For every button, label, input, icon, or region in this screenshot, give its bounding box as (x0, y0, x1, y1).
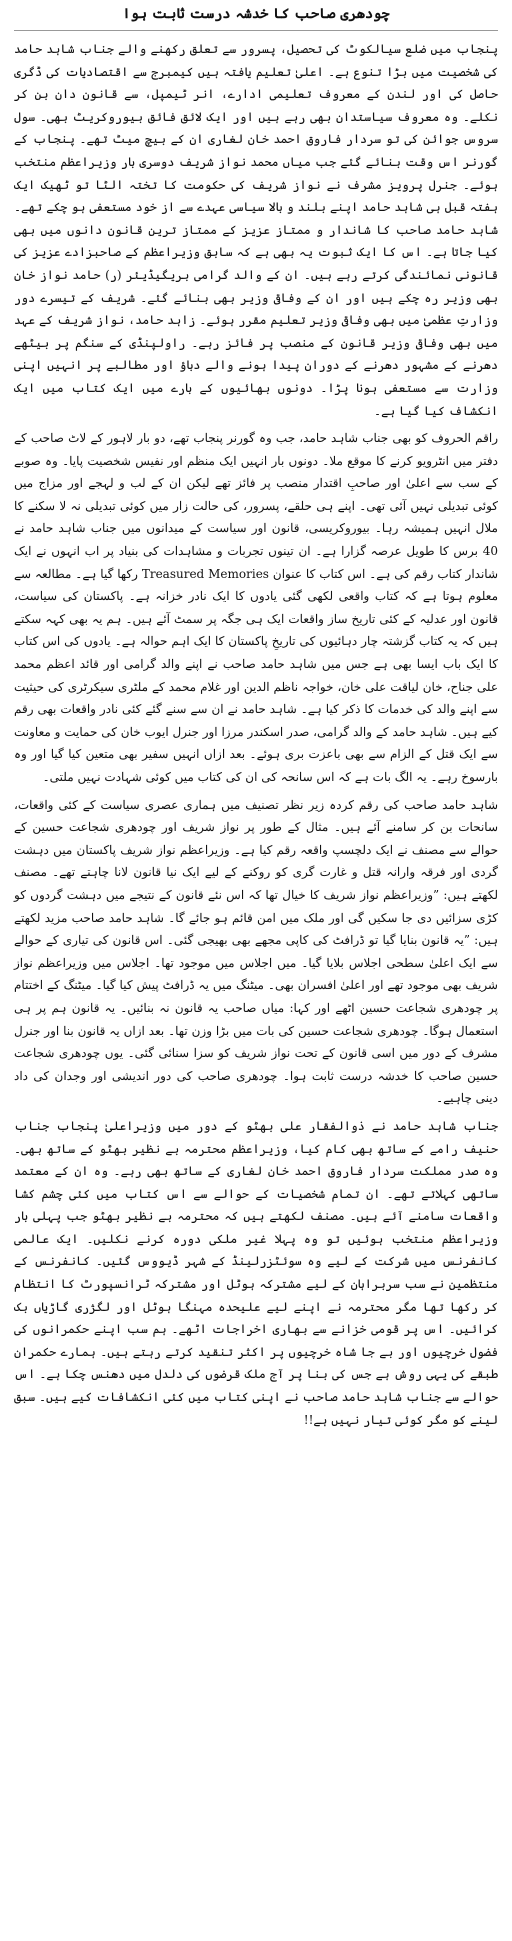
paragraph-2: راقم الحروف کو بھی جناب شاہد حامد، جب وہ گورنر پنجاب تھے، دو بار لاہور کے لاٹ صاحب کے دفتر میں انٹرویو کرنے کا موقع ملا۔ دونوں بار انہیں ایک منظم اور نفیس شخصیت پایا۔ وہ صوبے کے سب سے اعلیٰ اور صاحبِ اقتدار منصب پر فائز تھے لیکن ان کے لب و لہجے اور مزاج میں کوئی تبدیلی نہیں آئی تھی۔ اپنے ہی حلقے، پسرور، کی حالت زار میں کوئی تبدیلی نہ لا سکنے کا ملال انہیں ہمیشہ رہا۔ بیوروکریسی، قانون اور سیاست کے میدانوں میں جناب شاہد حامد نے 40 برس کا طویل عرصہ گزارا ہے۔ ان تینوں تجربات و مشاہدات کی بنیاد پر اب انہوں نے ایک شاندار کتاب رقم کی ہے۔ اس کتاب کا عنوان Treasured Memories رکھا گیا ہے۔ مطالعہ سے معلوم ہوتا ہے کہ کتاب واقعی لکھی گئی یادوں کا ایک نادر خزانہ ہے۔ پاکستان کی سیاست، قانون اور عدلیہ کے کئی تاریخ ساز واقعات ایک ہی جگہ پر سمٹ آئے ہیں۔ ہم یہ بھی کہہ سکتے ہیں کہ یہ کتاب گزشتہ چار دہائیوں کی تاریخِ پاکستان کا ایک اہم حوالہ ہے۔ یادوں کی اس کتاب کا ایک باب ایسا بھی ہے جس میں شاہد حامد صاحب نے اپنے والد گرامی اور قائد اعظم محمد علی جناح، خان لیاقت علی خان، خواجہ ناظم الدین اور غلام محمد کے ملٹری سیکرٹری کی حیثیت سے اپنے والد کی خدمات کا ذکر کیا ہے۔ شاہد حامد نے ان سے سنے گئے کئی نادر واقعات بھی رقم کیے ہیں۔ شاہد حامد کے والد گرامی، صدر اسکندر مرزا اور جنرل ایوب خان کی حمایت و معاونت سے ایک قتل کے الزام سے بھی باعزت بری ہوئے۔ بعد ازاں انہیں سفیر بھی متعین کیا گیا اور وہ بارسوخ رہے۔ یہ الگ بات ہے کہ اس سانحہ کی ان کی کتاب میں کوئی شہادت نہیں ملتی۔ (14, 431, 499, 784)
article-title: چودھری صاحب کا خدشہ درست ثابت ہوا (122, 6, 390, 22)
title-divider (14, 30, 498, 31)
paragraph-4: جناب شاہد حامد نے ذوالفقار علی بھٹو کے دور میں وزیراعلیٰ پنجاب جناب حنیف رامے کے ساتھ بھی کام کیا، وزیراعظم محترمہ بے نظیر بھٹو کے ساتھ بھی۔ وہ صدر مملکت سردار فاروق احمد خان لغاری کے ساتھ بھی رہے۔ وہ ان کے معتمد ساتھی کہلاتے تھے۔ ان تمام شخصیات کے حوالے سے اس کتاب میں کئی چشم کشا واقعات سامنے آئے ہیں۔ مصنف لکھتے ہیں کہ محترمہ بے نظیر بھٹو جب پہلی بار وزیراعظم منتخب ہوئیں تو وہ پہلا غیر ملکی دورہ کرنے نکلیں۔ ایک عالمی کانفرنس میں شرکت کے لیے وہ سوئٹزرلینڈ کے شہر ڈیووس گئیں۔ کانفرنس کے منتظمین نے سب سربراہان کے لیے مشترکہ ہوٹل اور مشترکہ ٹرانسپورٹ کا انتظام کر رکھا تھا مگر محترمہ نے اپنے لیے علیحدہ مہنگا ہوٹل اور لگژری گاڑیاں بک کرائیں۔ اس پر قومی خزانے سے بھاری اخراجات اٹھے۔ ہم سب اپنے حکمرانوں کی فضول خرچیوں اور بے جا شاہ خرچیوں پر اکثر تنقید کرتے رہتے ہیں۔ ہمارے حکمران طبقے کی یہی روش ہے جس کی بنا پر آج ملک قرضوں کی دلدل میں دھنس چکا ہے۔ اس حوالے سے جناب شاہد حامد صاحب نے اپنی کتاب میں کئی انکشافات کیے ہیں۔ سبق لینے کو مگر کوئی تیار نہیں ہے!! (14, 1118, 498, 1427)
paragraph-1: پنجاب میں ضلع سیالکوٹ کی تحصیل، پسرور سے تعلق رکھنے والے جناب شاہد حامد کی شخصیت میں بڑا تنوع ہے۔ اعلیٰ تعلیم یافتہ ہیں کیمبرج سے اقتصادیات کی ڈگری حاصل کی اور لندن کے معروف تعلیمی ادارے، انر ٹیمپل، سے قانون دان بن کر نکلے۔ وہ معروف سیاستدان بھی رہے ہیں اور ایک لائق فائق بیوروکریٹ بھی۔ سول سروس جوائن کی تو سردار فاروق احمد خان لغاری ان کے بیچ میٹ تھے۔ پنجاب کے گورنر اس وقت بنائے گئے جب میاں محمد نواز شریف دوسری بار وزیراعظم منتخب ہوئے۔ جنرل پرویز مشرف نے نواز شریف کی حکومت کا تختہ الٹا تو ٹھیک ایک ہفتہ قبل ہی شاہد حامد اپنے بلند و بالا سیاسی عہدے سے از خود مستعفی ہو چکے تھے۔ شاہد حامد صاحب کا شاندار و ممتاز عزیز کے ممتاز ترین قانون دانوں میں بھی کیا جاتا ہے۔ اس کا ایک ثبوت یہ بھی ہے کہ سابق وزیراعظم کے صاحبزادے عزیز کی قانونی نمائندگی کرتے رہے ہیں۔ ان کے والد گرامی بریگیڈیئر (ر) حامد نواز خان بھی وزیر رہ چکے ہیں اور ان کے وفاقی وزیر بھی بنائے گئے۔ شریف کے تیسرے دور وزارتِ عظمیٰ میں بھی وفاقی وزیر تعلیم مقرر ہوئے۔ زاہد حامد، نواز شریف کے عہد میں بھی وفاقی وزیر قانون کے منصب پر فائز رہے۔ راولپنڈی کے سنگم پر بیٹھے دھرنے کے مشہور دھرنے کے دوران پیدا ہونے والے دباؤ اور مطالبے پر انہیں اپنی وزارت سے مستعفی ہونا پڑا۔ دونوں بھائیوں کے بارے میں ایک کتاب میں ایک انکشاف کیا گیا ہے۔ (14, 42, 498, 418)
paragraph-3: شاہد حامد صاحب کی رقم کردہ زیر نظر تصنیف میں ہماری عصری سیاست کے کئی واقعات، سانحات بن کر سامنے آئے ہیں۔ مثال کے طور پر نواز شریف اور چودھری شجاعت حسین کے حوالے سے مصنف نے ایک دلچسپ واقعہ رقم کیا ہے۔ وزیراعظم نواز شریف پاکستان میں دہشت گردی اور فرقہ وارانہ قتل و غارت گری کو روکنے کے لیے ایک نیا قانون لانا چاہتے تھے۔ مصنف لکھتے ہیں: ”وزیراعظم نواز شریف کا خیال تھا کہ اس نئے قانون کے نتیجے میں دہشت گردوں کو کڑی سزائیں دی جا سکیں گی اور ملک میں امن قائم ہو جائے گا۔ شاہد حامد صاحب مزید لکھتے ہیں: ”یہ قانون بنایا گیا تو ڈرافٹ کی کاپی مجھے بھی بھیجی گئی۔ اس قانون کی تیاری کے حوالے سے ایک اعلیٰ سطحی اجلاس بلایا گیا۔ میں اجلاس میں موجود تھا۔ اجلاس میں وزیراعظم نواز شریف بھی موجود تھے اور اعلیٰ افسران بھی۔ میٹنگ میں یہ ڈرافٹ پیش کیا گیا۔ میٹنگ کے اختتام پر چودھری شجاعت حسین اٹھے اور کہا: میاں صاحب یہ قانون نہ بنائیں۔ یہ قانون ہم پر ہی استعمال ہوگا۔ چودھری شجاعت حسین کی بات میں بڑا وزن تھا۔ بعد ازاں یہ قانون بنا اور جنرل مشرف کے دور میں اسی قانون کے تحت نواز شریف کو سزا سنائی گئی۔ یوں چودھری شجاعت حسین صاحب کا خدشہ درست ثابت ہوا۔ چودھری صاحب کی دور اندیشی اور وجدان کی داد دینی چاہیے۔ (14, 797, 498, 1106)
article-body (14, 38, 498, 1436)
